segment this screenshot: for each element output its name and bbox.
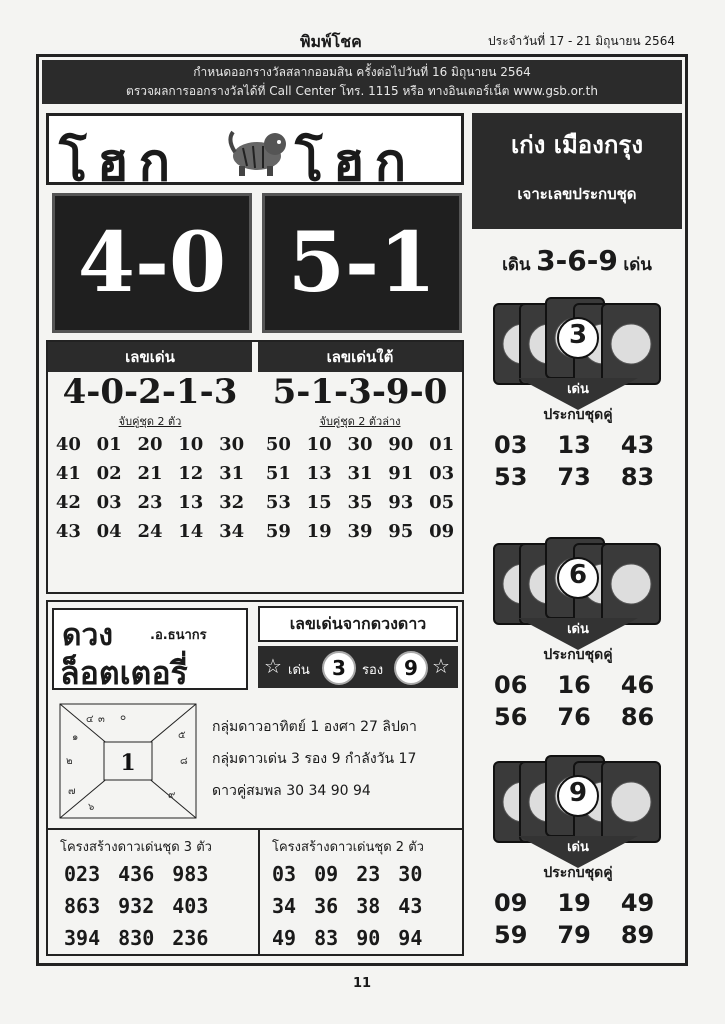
grid-cell: 01 <box>96 434 122 455</box>
grid-cell: 023 <box>64 862 101 886</box>
star-lead-value: 3 <box>322 651 356 685</box>
card-number: 9 <box>568 778 588 808</box>
pair-row <box>480 462 668 492</box>
pair-cell: 59 <box>494 921 528 949</box>
pair-row <box>480 920 668 950</box>
lead-left <box>48 342 252 546</box>
grid-cell: 50 <box>265 434 291 455</box>
lead-right-grid <box>258 430 462 546</box>
hok-title <box>46 113 464 193</box>
grid-cell: 31 <box>347 463 373 484</box>
pair-cell: 46 <box>620 671 655 699</box>
lead-right-label: เลขเด่นใต้ <box>258 342 462 372</box>
grid-cell: 34 <box>272 894 297 918</box>
pair-cell: 56 <box>494 703 528 731</box>
walk-suffix: เด่น <box>623 255 652 275</box>
pair-grid <box>478 886 670 952</box>
grid-cell: 15 <box>306 492 332 513</box>
struct2-table <box>262 857 432 955</box>
house-number: ๕ <box>178 730 186 741</box>
logo-text-top: ดวง <box>62 618 113 653</box>
grid-cell: 39 <box>347 521 373 542</box>
grid-cell: 13 <box>178 492 204 513</box>
grid-row <box>56 891 216 921</box>
grid-cell: 04 <box>96 521 122 542</box>
pair-grid <box>478 428 670 494</box>
grid-row <box>48 430 252 459</box>
struct3-table <box>54 857 218 955</box>
grid-row <box>264 923 430 953</box>
struct3-box <box>48 828 260 956</box>
star-icon: ☆ <box>264 654 282 678</box>
house-number: ๑ <box>72 732 79 743</box>
grid-cell: 51 <box>265 463 291 484</box>
grid-row <box>56 923 216 953</box>
card-number: 6 <box>568 560 588 590</box>
struct2-title: โครงสร้างดาวเด่นชุด 2 ตัว <box>272 840 424 855</box>
info-line-2: กลุ่มดาวเด่น 3 รอง 9 กำลังวัน 17 <box>212 751 417 767</box>
pair-cell: 06 <box>494 671 528 699</box>
grid-cell: 59 <box>265 521 291 542</box>
notice-banner <box>42 60 682 104</box>
grid-cell: 42 <box>55 492 81 513</box>
pair-row <box>480 702 668 732</box>
grid-cell: 90 <box>388 434 414 455</box>
walk-numbers: 3-6-9 <box>536 244 618 277</box>
pair-grid <box>478 668 670 734</box>
grid-row <box>258 517 462 546</box>
pair-cell: 09 <box>494 889 528 917</box>
pair-row <box>480 670 668 700</box>
big-number-right: 5-1 <box>262 193 462 333</box>
tiger-icon <box>225 122 289 178</box>
grid-cell: 83 <box>314 926 339 950</box>
notice-line-2: ตรวจผลการออกรางวัลได้ที่ Call Center โทร. 1115 หรือ ทางอินเตอร์เน็ต www.gsb.or.th <box>126 84 598 98</box>
pair-cell: 86 <box>620 703 655 731</box>
arrow-label: เด่น <box>567 622 589 637</box>
grid-cell: 23 <box>137 492 163 513</box>
grid-cell: 983 <box>172 862 209 886</box>
grid-cell: 01 <box>429 434 455 455</box>
grid-cell: 34 <box>219 521 245 542</box>
house-number: ๖ <box>88 802 95 813</box>
struct2-box <box>260 828 462 956</box>
title-word-right: โฮก <box>295 132 417 193</box>
grid-cell: 03 <box>96 492 122 513</box>
grid-row <box>258 430 462 459</box>
arrow-label: เด่น <box>567 840 589 855</box>
grid-row <box>264 891 430 921</box>
grid-cell: 32 <box>219 492 245 513</box>
star-title: เลขเด่นจากดวงดาว <box>258 606 458 642</box>
grid-row <box>258 488 462 517</box>
card-block <box>490 754 670 949</box>
grid-cell: 31 <box>219 463 245 484</box>
grid-cell: 36 <box>314 894 339 918</box>
pair-caption: ประกบชุดคู่ <box>543 865 613 881</box>
lead-right-digits: 5-1-3-9-0 <box>272 372 448 412</box>
grid-row <box>56 859 216 889</box>
lead-right <box>258 342 462 546</box>
horoscope-chart <box>58 702 198 820</box>
issue-date: ประจำวันที่ 17 - 21 มิถุนายน 2564 <box>488 34 675 48</box>
right-panel-name: เก่ง เมืองกรุง <box>510 131 644 159</box>
pair-cell: 43 <box>620 431 655 459</box>
grid-row <box>48 459 252 488</box>
horoscope-center: 1 <box>120 750 136 776</box>
grid-cell: 43 <box>55 521 81 542</box>
info-line-3: ดาวคู่สมพล 30 34 90 94 <box>212 783 371 799</box>
house-number: ๙ <box>168 790 176 801</box>
grid-cell: 30 <box>347 434 373 455</box>
walk-line <box>472 244 682 278</box>
grid-cell: 14 <box>178 521 204 542</box>
house-number: ๔ <box>86 714 94 725</box>
notice-line-1: กำหนดออกรางวัลสลากออมสิน ครั้งต่อไปวันที่ 16 มิถุนายน 2564 <box>193 65 531 79</box>
pair-cell: 13 <box>557 431 591 459</box>
grid-cell: 94 <box>398 926 423 950</box>
grid-row <box>48 517 252 546</box>
lead-left-grid <box>48 430 252 546</box>
lead-right-sub: จับคู่ชุด 2 ตัวล่าง <box>319 415 401 428</box>
grid-cell: 05 <box>429 492 455 513</box>
grid-cell: 41 <box>55 463 81 484</box>
pair-cell: 89 <box>620 921 655 949</box>
grid-cell: 21 <box>137 463 163 484</box>
card-number: 3 <box>568 320 588 350</box>
pair-cell: 83 <box>620 463 655 491</box>
right-panel-header <box>472 113 682 229</box>
info-line-1: กลุ่มดาวอาทิตย์ 1 องศา 27 ลิปดา <box>212 719 417 735</box>
grid-cell: 93 <box>388 492 414 513</box>
grid-cell: 02 <box>96 463 122 484</box>
pair-cell: 03 <box>494 431 528 459</box>
grid-cell: 236 <box>172 926 209 950</box>
pair-caption: ประกบชุดคู่ <box>543 647 613 663</box>
grid-cell: 24 <box>137 521 163 542</box>
pair-cell: 76 <box>557 703 591 731</box>
pair-cell: 73 <box>557 463 591 491</box>
star-icon-right: ☆ <box>432 654 450 678</box>
lead-left-label: เลขเด่น <box>48 342 252 372</box>
grid-cell: 95 <box>388 521 414 542</box>
grid-cell: 30 <box>398 862 423 886</box>
arrow-label: เด่น <box>567 382 589 397</box>
grid-cell: 40 <box>55 434 81 455</box>
card-block <box>490 296 670 491</box>
star-lead-label: เด่น <box>288 663 310 678</box>
lead-left-sub: จับคู่ชุด 2 ตัว <box>118 415 182 428</box>
pair-cell: 16 <box>557 671 591 699</box>
grid-cell: 90 <box>356 926 381 950</box>
grid-cell: 03 <box>429 463 455 484</box>
pair-caption: ประกบชุดคู่ <box>543 407 613 423</box>
pair-cell: 79 <box>557 921 591 949</box>
pair-cell: 53 <box>494 463 528 491</box>
right-panel-subtitle: เจาะเลขประกบชุด <box>517 185 637 203</box>
grid-cell: 20 <box>137 434 163 455</box>
pair-cell: 49 <box>620 889 655 917</box>
pair-row <box>480 888 668 918</box>
grid-cell: 403 <box>172 894 209 918</box>
grid-cell: 830 <box>118 926 155 950</box>
title-word-left: โฮก <box>59 132 181 193</box>
grid-cell: 863 <box>64 894 101 918</box>
star-second-label: รอง <box>362 663 384 678</box>
pair-cell: 19 <box>557 889 591 917</box>
grid-cell: 19 <box>306 521 332 542</box>
walk-prefix: เดิน <box>502 255 531 275</box>
grid-cell: 43 <box>398 894 423 918</box>
big-number-left: 4-0 <box>52 193 252 333</box>
grid-row <box>258 459 462 488</box>
grid-cell: 35 <box>347 492 373 513</box>
pair-row <box>480 430 668 460</box>
grid-row <box>48 488 252 517</box>
grid-cell: 23 <box>356 862 381 886</box>
card-block <box>490 536 670 731</box>
grid-cell: 03 <box>272 862 297 886</box>
grid-cell: 10 <box>306 434 332 455</box>
grid-cell: 932 <box>118 894 155 918</box>
house-number: ๐ <box>120 712 127 723</box>
publication-name: พิมพ์โชค <box>300 32 362 51</box>
grid-row <box>264 859 430 889</box>
page-number: 11 <box>353 976 372 991</box>
grid-cell: 436 <box>118 862 155 886</box>
lead-left-digits: 4-0-2-1-3 <box>62 372 238 412</box>
grid-cell: 91 <box>388 463 414 484</box>
house-number: ๒ <box>66 756 73 767</box>
grid-cell: 30 <box>219 434 245 455</box>
grid-cell: 53 <box>265 492 291 513</box>
grid-cell: 09 <box>429 521 455 542</box>
logo-author: .อ.ธนากร <box>150 628 207 643</box>
grid-cell: 12 <box>178 463 204 484</box>
house-number: ๗ <box>68 786 76 797</box>
star-second-value: 9 <box>394 651 428 685</box>
grid-cell: 394 <box>64 926 101 950</box>
grid-cell: 10 <box>178 434 204 455</box>
grid-cell: 38 <box>356 894 381 918</box>
grid-cell: 13 <box>306 463 332 484</box>
struct3-title: โครงสร้างดาวเด่นชุด 3 ตัว <box>60 840 212 855</box>
logo-text-bottom: ล็อตเตอรี่ <box>60 654 188 692</box>
house-number: ๓ <box>98 714 105 725</box>
grid-cell: 09 <box>314 862 339 886</box>
grid-cell: 49 <box>272 926 297 950</box>
house-number: ๘ <box>180 756 188 767</box>
